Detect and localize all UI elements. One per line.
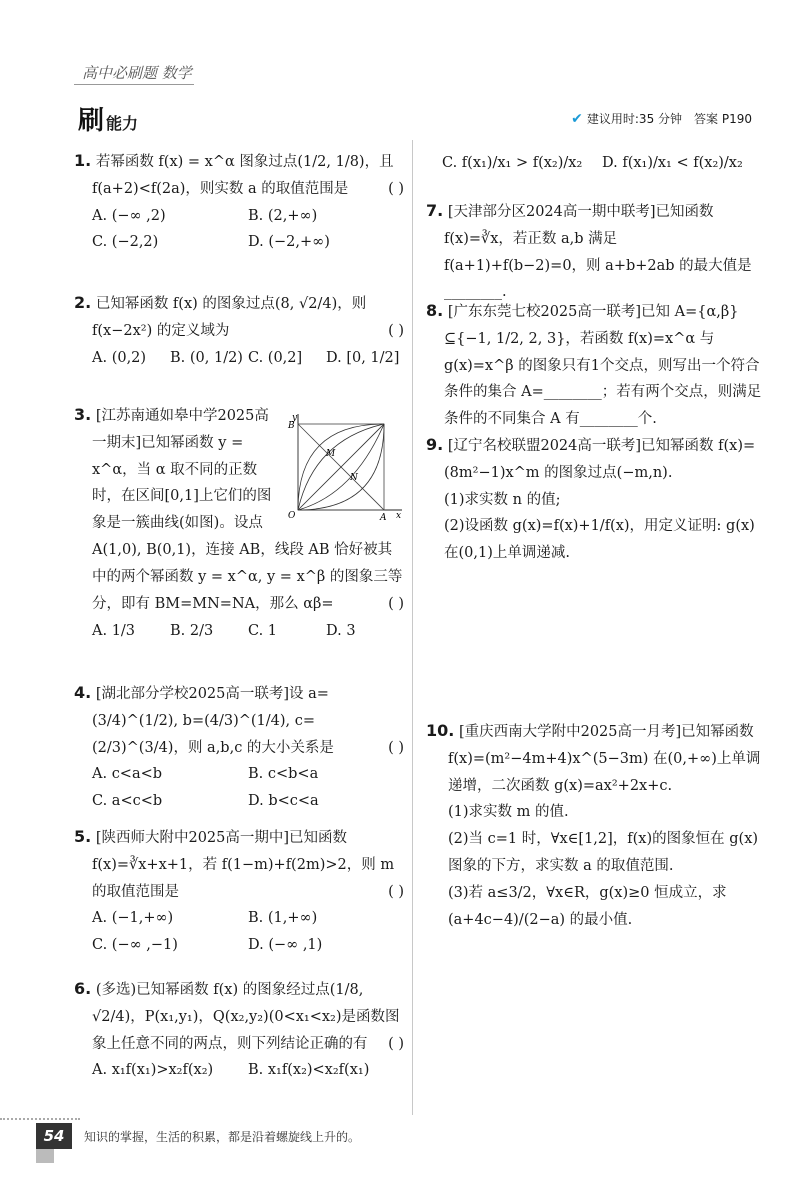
question-9 bbox=[426, 430, 762, 567]
question-10-part-2: (2)当 c=1 时，∀x∈[1,2]，f(x)的图象恒在 g(x)图象的下方，求实数 a 的取值范围. bbox=[448, 831, 759, 875]
question-text: [天津部分区2024高一期中联考]已知函数 f(x)=∛x，若正数 a,b 满足 f(a+1)+f(b−2)=0，则 a+b+2ab 的最大值是________. bbox=[444, 204, 752, 301]
question-text: (多选)已知幂函数 f(x) 的图象经过点(1/8, √2/4)，P(x₁,y₁)，Q(x₂,y₂)(0<x₁<x₂)是函数图象上任意不同的两点，则下列结论正确的有 bbox=[92, 982, 400, 1052]
options bbox=[92, 761, 404, 815]
question-number: 10. bbox=[426, 721, 455, 740]
question-number: 4. bbox=[74, 683, 92, 702]
answer-ref: 答案 P190 bbox=[694, 112, 752, 126]
option-a: A. (0,2) bbox=[92, 349, 147, 366]
section-big-label: 刷 bbox=[78, 106, 105, 136]
answer-paren: ( ) bbox=[388, 322, 404, 339]
option-d: D. b<c<a bbox=[248, 793, 319, 810]
option-a: A. 1/3 bbox=[92, 622, 136, 639]
option-c: C. a<c<b bbox=[92, 793, 163, 810]
answer-paren: ( ) bbox=[388, 595, 404, 612]
footer-motto: 知识的掌握，生活的积累，都是沿着螺旋线上升的。 bbox=[84, 1130, 361, 1144]
option-d: D. [0, 1/2] bbox=[326, 349, 400, 366]
section-small-label: 能力 bbox=[106, 114, 139, 133]
question-number: 3. bbox=[74, 405, 92, 424]
time-info bbox=[571, 110, 752, 127]
answer-paren: ( ) bbox=[388, 1035, 404, 1052]
question-text: [陕西师大附中2025高一期中]已知函数 f(x)=∛x+x+1，若 f(1−m)+f(2m)>2，则 m 的取值范围是 bbox=[92, 830, 395, 900]
graph-label-y: y bbox=[292, 413, 298, 423]
option-b: B. (2,+∞) bbox=[248, 207, 318, 224]
option-d: D. 3 bbox=[326, 622, 356, 639]
answer-paren: ( ) bbox=[388, 180, 404, 197]
option-a: A. c<a<b bbox=[92, 766, 163, 783]
graph-label-a: A bbox=[380, 513, 387, 520]
question-text: [重庆西南大学附中2025高一月考]已知幂函数 f(x)=(m²−4m+4)x^(5−3m) 在(0,+∞)上单调递增，二次函数 g(x)=ax²+2x+c. bbox=[448, 724, 761, 794]
question-7 bbox=[426, 196, 762, 306]
question-9-part-1: (1)求实数 n 的值; bbox=[444, 491, 561, 508]
column-divider bbox=[412, 140, 413, 1115]
book-title: 高中必刷题 数学 bbox=[82, 62, 192, 83]
graph-label-b: B bbox=[288, 421, 295, 431]
option-a: A. (−1,+∞) bbox=[92, 910, 174, 927]
option-c: C. (−∞ ,−1) bbox=[92, 937, 178, 954]
option-c: C. 1 bbox=[248, 622, 278, 639]
section-brand bbox=[78, 100, 138, 137]
graph-label-m: M bbox=[326, 449, 336, 459]
question-4 bbox=[74, 678, 404, 815]
option-b: B. c<b<a bbox=[248, 766, 319, 783]
options bbox=[92, 618, 404, 645]
option-b: B. 2/3 bbox=[170, 622, 214, 639]
question-6 bbox=[74, 974, 404, 1084]
question-number: 6. bbox=[74, 979, 92, 998]
options bbox=[92, 203, 404, 257]
options bbox=[92, 905, 404, 959]
question-9-part-2: (2)设函数 g(x)=f(x)+1/f(x)，用定义证明: g(x)在(0,1)上单调递减. bbox=[444, 518, 755, 562]
options bbox=[92, 345, 404, 372]
graph-label-n: N bbox=[350, 473, 358, 483]
option-a: A. x₁f(x₁)>x₂f(x₂) bbox=[92, 1062, 214, 1079]
question-text: [广东东莞七校2025高一联考]已知 A={α,β}⊆{−1, 1/2, 2, 3}，若函数 f(x)=x^α 与 g(x)=x^β 的图象只有1个交点，则写出一个符合条件的集合 A=________；若有两个交点，则满足条件的不同集合 A 有________个. bbox=[444, 304, 762, 428]
answer-paren: ( ) bbox=[388, 739, 404, 756]
option-d: D. f(x₁)/x₁ < f(x₂)/x₂ bbox=[602, 155, 743, 171]
question-10-part-1: (1)求实数 m 的值. bbox=[448, 804, 569, 821]
question-number: 8. bbox=[426, 301, 444, 320]
graph-label-o: O bbox=[288, 511, 296, 520]
question-8 bbox=[426, 296, 762, 433]
option-a: A. (−∞ ,2) bbox=[92, 207, 166, 224]
question-number: 5. bbox=[74, 827, 92, 846]
question-5 bbox=[74, 822, 404, 959]
option-b: B. x₁f(x₂)<x₂f(x₁) bbox=[248, 1062, 370, 1079]
question-10-part-3: (3)若 a≤3/2，∀x∈R，g(x)≥0 恒成立，求 (a+4c−4)/(2−a) 的最小值. bbox=[448, 884, 727, 928]
option-d: D. (−∞ ,1) bbox=[248, 937, 323, 954]
options bbox=[442, 150, 762, 177]
question-number: 9. bbox=[426, 435, 444, 454]
graph-label-x: x bbox=[396, 511, 402, 520]
option-c: C. (−2,2) bbox=[92, 234, 159, 251]
option-d: D. (−2,+∞) bbox=[248, 234, 330, 251]
option-b: B. (0, 1/2) bbox=[170, 349, 243, 366]
question-text: [辽宁名校联盟2024高一联考]已知幂函数 f(x)=(8m²−1)x^m 的图象过点(−m,n). bbox=[444, 438, 756, 481]
power-function-graph bbox=[284, 410, 406, 520]
page-number-accent bbox=[36, 1149, 54, 1163]
question-text: 若幂函数 f(x) = x^α 图象过点(1/2, 1/8)，且 f(a+2)<f(2a)，则实数 a 的取值范围是 bbox=[92, 154, 394, 197]
question-text: 已知幂函数 f(x) 的图象过点(8, √2/4)，则 f(x−2x²) 的定义域为 bbox=[92, 296, 367, 339]
time-hint: 建议用时:35 分钟 bbox=[586, 112, 683, 126]
question-number: 7. bbox=[426, 201, 444, 220]
footer-dots bbox=[0, 1118, 80, 1120]
question-number: 1. bbox=[74, 151, 92, 170]
option-c: C. f(x₁)/x₁ > f(x₂)/x₂ bbox=[442, 155, 583, 171]
options bbox=[92, 1057, 404, 1084]
answer-paren: ( ) bbox=[388, 883, 404, 900]
page-number: 54 bbox=[36, 1123, 72, 1149]
question-number: 2. bbox=[74, 293, 92, 312]
question-1 bbox=[74, 146, 404, 256]
question-6-continued bbox=[442, 150, 762, 177]
question-text: [湖北部分学校2025高一联考]设 a=(3/4)^(1/2), b=(4/3)^(1/4), c=(2/3)^(3/4)，则 a,b,c 的大小关系是 bbox=[92, 686, 334, 756]
option-c: C. (0,2] bbox=[248, 349, 303, 366]
question-2 bbox=[74, 288, 404, 371]
check-icon: ✔ bbox=[571, 110, 583, 127]
question-10 bbox=[426, 716, 762, 934]
option-b: B. (1,+∞) bbox=[248, 910, 318, 927]
question-text: [江苏南通如皋中学2025高一期末]已知幂函数 y = x^α，当 α 取不同的正数时，在区间[0,1]上它们的图象是一簇曲线(如图)。设点 A(1,0), B(0,1)，连接 AB，线段 AB 恰好被其中的两个幂函数 y = x^α, y = x^β 的图象三等分，即有 BM=MN=NA，那么 αβ= bbox=[92, 408, 403, 612]
